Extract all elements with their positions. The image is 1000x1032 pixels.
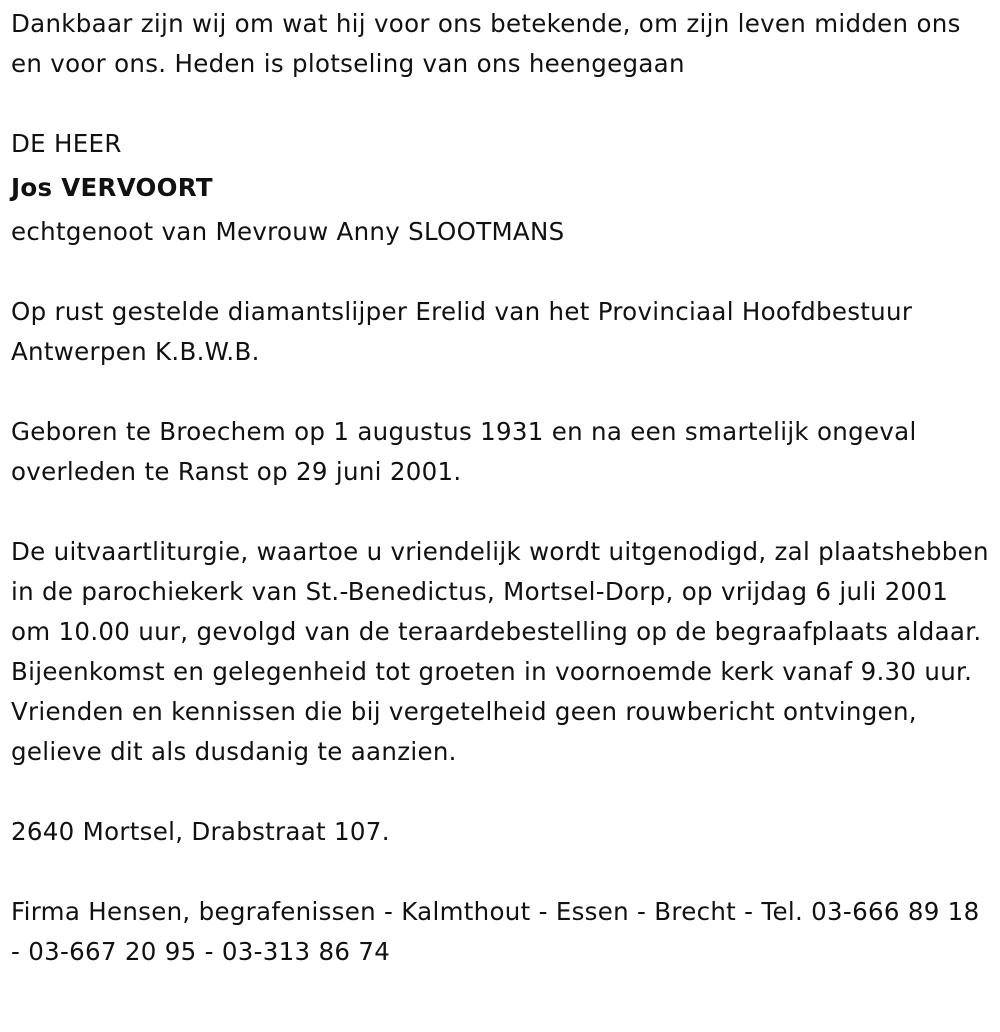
obituary-notice [11,4,993,972]
birth-death-text: Geboren te Broechem op 1 augustus 1931 en na een smartelijk ongeval overleden te Ranst op 29 juni 2001. [11,417,917,486]
spacer [11,852,993,892]
spacer [11,772,993,812]
spacer [11,252,993,292]
address-text: 2640 Mortsel, Drabstraat 107. [11,817,390,846]
spacer [11,492,993,532]
funeral-text: De uitvaartliturgie, waartoe u vriendelijk wordt uitgenodigd, zal plaatshebben in de parochiekerk van St.-Benedictus, Mortsel-Dorp, op vrijdag 6 juli 2001 om 10.00 uur, gevolgd van de teraardebestelling op de begraafplaats aldaar. Bijeenkomst en gelegenheid tot groeten in voornoemde kerk vanaf 9.30 uur. Vrienden en kennissen die bij vergetelheid geen rouwbericht ontvingen, gelieve dit als dusdanig te aanzien. [11,537,989,766]
occupation-text: Op rust gestelde diamantslijper Erelid van het Provinciaal Hoofdbestuur Antwerpen K.B.W.B. [11,297,913,366]
spouse-line: echtgenoot van Mevrouw Anny SLOOTMANS [11,217,565,246]
spacer [11,372,993,412]
intro-text: Dankbaar zijn wij om wat hij voor ons betekende, om zijn leven midden ons en voor ons. Heden is plotseling van ons heengegaan [11,9,961,78]
undertaker-text: Firma Hensen, begrafenissen - Kalmthout - Essen - Brecht - Tel. 03-666 89 18 - 03-667 20 95 - 03-313 86 74 [11,897,980,966]
honorific-title: DE HEER [11,129,122,158]
spacer [11,84,993,124]
deceased-name: Jos VERVOORT [11,173,213,202]
